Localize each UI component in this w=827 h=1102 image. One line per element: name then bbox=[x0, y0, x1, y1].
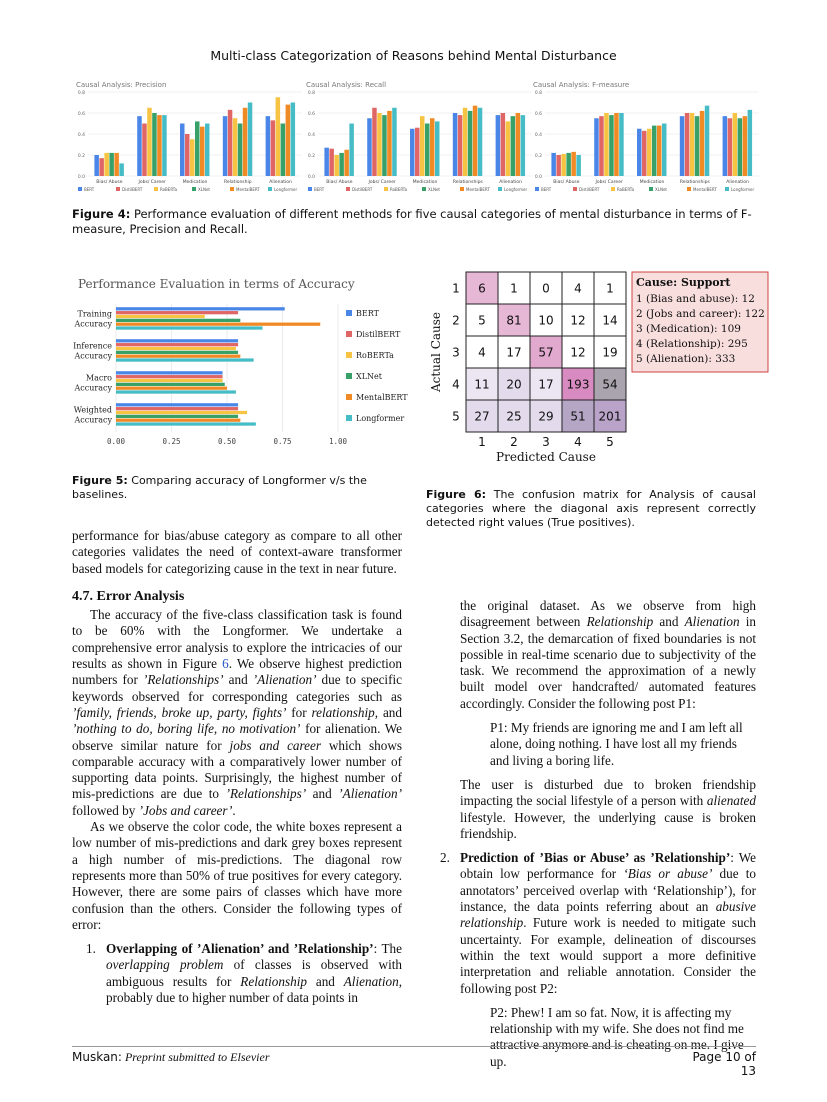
y-tick-label: 0.6 bbox=[534, 112, 542, 117]
bar-DistilBERT bbox=[556, 155, 560, 176]
legend-label: Longformer bbox=[504, 186, 528, 192]
section-title: Error Analysis bbox=[96, 588, 185, 604]
support-line: 3 (Medication): 109 bbox=[636, 323, 741, 335]
bar-Longformer bbox=[576, 155, 580, 176]
legend-label: Longformer bbox=[731, 186, 755, 192]
legend-label: BERT bbox=[314, 186, 325, 192]
precision-chart bbox=[70, 78, 310, 196]
x-tick-label: Bias/ Abuse bbox=[326, 180, 353, 185]
figure-5-text: Comparing accuracy of Longformer v/s the baselines. bbox=[72, 474, 367, 501]
bar-RoBERTa bbox=[116, 411, 247, 414]
bar-MentalBERT bbox=[116, 323, 320, 326]
y-axis-label: Actual Cause bbox=[429, 311, 443, 393]
x-tick-label: Alienation bbox=[269, 180, 292, 185]
bar-BERT bbox=[116, 403, 238, 406]
legend-label: MentalBERT bbox=[236, 186, 260, 192]
chart-title: Performance Evaluation in terms of Accuracy bbox=[78, 277, 355, 291]
legend-swatch bbox=[78, 187, 82, 191]
bar-RoBERTa bbox=[334, 155, 338, 176]
bar-BERT bbox=[116, 371, 223, 374]
right-paragraph-2: The user is disturbed due to broken friendship impacting the social lifestyle of a person with alienated lifestyle. However, the underlying cause is broken friendship. bbox=[460, 776, 756, 841]
bar-XLNet bbox=[116, 319, 240, 322]
bar-RoBERTa bbox=[690, 113, 694, 176]
legend-swatch bbox=[725, 187, 729, 191]
cell-value: 14 bbox=[602, 313, 618, 328]
bar-DistilBERT bbox=[728, 118, 732, 176]
bar-BERT bbox=[637, 129, 641, 176]
category-label: Accuracy bbox=[74, 383, 112, 393]
bar-MentalBERT bbox=[657, 126, 661, 176]
legend-label: RoBERTa bbox=[160, 186, 178, 192]
footer-venue: Preprint submitted to Elsevier bbox=[124, 1050, 270, 1064]
category-label: Accuracy bbox=[74, 351, 112, 361]
bar-DistilBERT bbox=[116, 343, 238, 346]
figure-6-label: Figure 6: bbox=[426, 488, 487, 501]
bar-BERT bbox=[551, 153, 555, 176]
bar-BERT bbox=[723, 116, 727, 176]
legend-swatch bbox=[611, 187, 615, 191]
bar-RoBERTa bbox=[420, 116, 424, 176]
legend-label: MentalBERT bbox=[466, 186, 490, 192]
x-tick-label: Medication bbox=[182, 180, 208, 185]
x-tick-label: 1.00 bbox=[328, 437, 348, 446]
legend-label: Longformer bbox=[356, 414, 405, 423]
figure-4-label: Figure 4: bbox=[72, 207, 131, 221]
y-tick-label: 0.4 bbox=[77, 133, 85, 138]
col-label: 5 bbox=[606, 435, 614, 449]
legend-swatch bbox=[346, 415, 352, 421]
bar-XLNet bbox=[281, 124, 285, 177]
x-tick-label: Medication bbox=[639, 180, 665, 185]
support-line: 4 (Relationship): 295 bbox=[636, 338, 748, 350]
bar-BERT bbox=[410, 129, 414, 176]
left-column bbox=[72, 528, 402, 1006]
bar-Longformer bbox=[162, 115, 166, 176]
row-label: 5 bbox=[452, 409, 460, 424]
cell-value: 29 bbox=[538, 409, 554, 424]
section-number: 4.7. bbox=[72, 588, 93, 604]
support-line: 1 (Bias and abuse): 12 bbox=[636, 293, 755, 305]
row-label: 3 bbox=[452, 345, 460, 360]
bar-RoBERTa bbox=[116, 347, 236, 350]
bar-MentalBERT bbox=[743, 116, 747, 176]
col-label: 1 bbox=[478, 435, 486, 449]
x-tick-label: 0.00 bbox=[106, 437, 126, 446]
cell-value: 0 bbox=[542, 281, 550, 296]
bar-DistilBERT bbox=[329, 149, 333, 176]
bar-BERT bbox=[137, 116, 141, 176]
bar-Longformer bbox=[435, 121, 439, 176]
row-label: 2 bbox=[452, 313, 460, 328]
y-tick-label: 0.4 bbox=[307, 133, 315, 138]
legend-label: XLNet bbox=[198, 186, 210, 192]
bar-BERT bbox=[594, 118, 598, 176]
bar-XLNet bbox=[109, 153, 113, 176]
legend-label: Longformer bbox=[274, 186, 298, 192]
x-tick-label: Jobs/ Career bbox=[368, 180, 396, 185]
legend-label: XLNet bbox=[356, 372, 382, 381]
cell-value: 81 bbox=[506, 313, 522, 328]
list-number-1: 1. bbox=[86, 941, 96, 957]
bar-BERT bbox=[223, 116, 227, 176]
bar-Longformer bbox=[116, 326, 263, 329]
bar-Longformer bbox=[291, 103, 295, 177]
error-analysis-paragraph-2: As we observe the color code, the white boxes represent a low number of mis-predictions and dark grey boxes represent a high number of mis-predictions. The diagonal row represents more than 50% of true positives for every category. However, there are some pairs of classes which have more confusion than the others. Consider the following types of error: bbox=[72, 819, 402, 932]
legend-label: DistilBERT bbox=[352, 186, 373, 192]
x-tick-label: Alienation bbox=[499, 180, 522, 185]
x-tick-label: Jobs/ Career bbox=[138, 180, 166, 185]
bar-BERT bbox=[324, 148, 328, 176]
cell-value: 193 bbox=[566, 377, 590, 392]
legend-swatch bbox=[346, 310, 352, 316]
legend-swatch bbox=[268, 187, 272, 191]
legend-swatch bbox=[384, 187, 388, 191]
bar-BERT bbox=[116, 339, 238, 342]
footer-rule bbox=[72, 1046, 756, 1047]
bar-DistilBERT bbox=[116, 311, 238, 314]
cell-value: 10 bbox=[538, 313, 554, 328]
bar-XLNet bbox=[116, 415, 238, 418]
category-label: Accuracy bbox=[74, 319, 112, 329]
bar-DistilBERT bbox=[99, 158, 103, 176]
y-tick-label: 0.8 bbox=[307, 91, 315, 96]
error-analysis-paragraph-1: The accuracy of the five-class classification task is found to be 60% with the Longformer. We undertake a comprehensive error analysis to explore the intricacies of our results as shown in Figure 6. We observe highest prediction numbers for ’Relationships’ and ’Alienation’ due to specific keywords observed for corresponding categories such as ’family, friends, broke up, party, fights’ for relationship, and ’nothing to do, boring life, no motivation’ for alienation. We observe similar nature for jobs and career which shows comparable accuracy with a comparatively lower number of supporting data points. Surprisingly, the highest number of mis-predictions are due to ’Relationships’ and ’Alienation’ followed by ’Jobs and career’. bbox=[72, 607, 403, 818]
bar-DistilBERT bbox=[415, 128, 419, 176]
legend-label: XLNet bbox=[428, 186, 440, 192]
bar-RoBERTa bbox=[647, 129, 651, 176]
bar-MentalBERT bbox=[114, 153, 118, 176]
confusion-matrix bbox=[424, 268, 774, 468]
legend-label: RoBERTa bbox=[356, 351, 394, 360]
bar-DistilBERT bbox=[116, 407, 238, 410]
bar-RoBERTa bbox=[190, 139, 194, 176]
y-tick-label: 0.2 bbox=[77, 154, 85, 159]
bar-DistilBERT bbox=[372, 108, 376, 176]
legend-label: MentalBERT bbox=[693, 186, 717, 192]
legend-label: BERT bbox=[356, 309, 379, 318]
bar-DistilBERT bbox=[228, 110, 232, 176]
x-tick-label: 0.75 bbox=[273, 437, 292, 446]
legend-swatch bbox=[116, 187, 120, 191]
row-label: 4 bbox=[452, 377, 460, 392]
chart-title: Causal Analysis: F-measure bbox=[533, 81, 630, 89]
footer-page-number: Page 10 of 13 bbox=[692, 1050, 756, 1078]
right-column bbox=[440, 598, 756, 1078]
legend-swatch bbox=[346, 394, 352, 400]
cell-value: 11 bbox=[474, 377, 490, 392]
bar-RoBERTa bbox=[506, 121, 510, 176]
col-label: 4 bbox=[574, 435, 582, 449]
legend-label: BERT bbox=[541, 186, 552, 192]
bar-RoBERTa bbox=[463, 108, 467, 176]
footer-author: Muskan bbox=[72, 1050, 118, 1064]
cell-value: 51 bbox=[570, 409, 586, 424]
cell-value: 17 bbox=[538, 377, 554, 392]
bar-Longformer bbox=[248, 103, 252, 177]
x-tick-label: 0.50 bbox=[217, 437, 237, 446]
legend-label: DistilBERT bbox=[356, 330, 401, 339]
bar-MentalBERT bbox=[200, 127, 204, 176]
bar-BERT bbox=[116, 307, 285, 310]
bar-MentalBERT bbox=[473, 106, 477, 176]
quote-p2: P2: Phew! I am so fat. Now, it is affecting my relationship with my wife. She does not find me attractive anymore and is cheating on me. I give up. bbox=[490, 1004, 744, 1069]
bar-BERT bbox=[94, 155, 98, 176]
bar-XLNet bbox=[511, 116, 515, 176]
col-label: 2 bbox=[510, 435, 518, 449]
support-title: Cause: Support bbox=[636, 276, 731, 289]
figure-5-caption bbox=[72, 474, 412, 502]
bar-RoBERTa bbox=[733, 113, 737, 176]
legend-label: DistilBERT bbox=[579, 186, 600, 192]
quote-p1: P1: My friends are ignoring me and I am left all alone, doing nothing. I have lost all my friends and living a boring life. bbox=[490, 720, 743, 768]
bar-RoBERTa bbox=[116, 379, 223, 382]
y-tick-label: 0.8 bbox=[534, 91, 542, 96]
accuracy-chart bbox=[68, 272, 408, 462]
cell-value: 12 bbox=[570, 345, 586, 360]
bar-XLNet bbox=[566, 153, 570, 176]
cell-value: 54 bbox=[602, 377, 618, 392]
bar-BERT bbox=[180, 124, 184, 177]
x-tick-label: Medication bbox=[412, 180, 438, 185]
bar-XLNet bbox=[116, 351, 238, 354]
legend-swatch bbox=[460, 187, 464, 191]
y-tick-label: 0.2 bbox=[307, 154, 315, 159]
y-tick-label: 0.0 bbox=[307, 175, 315, 180]
section-heading bbox=[72, 589, 402, 605]
list-number-2: 2. bbox=[440, 850, 450, 866]
right-paragraph-1: the original dataset. As we observe from high disagreement between Relationship and Alienation in Section 3.2, the demarcation of fixed boundaries is not possible in real-time scenario due to subjectivity of the task. We recommend the approximation of a newly built model over handcrafted/ automated features accordingly. Consider the following post P1: bbox=[460, 598, 756, 711]
bar-MentalBERT bbox=[116, 355, 240, 358]
figure-6-caption bbox=[426, 488, 756, 530]
bar-DistilBERT bbox=[271, 120, 275, 176]
legend-swatch bbox=[687, 187, 691, 191]
y-tick-label: 0.0 bbox=[534, 175, 542, 180]
cell-value: 17 bbox=[506, 345, 522, 360]
bar-XLNet bbox=[238, 124, 242, 177]
bar-DistilBERT bbox=[501, 113, 505, 176]
y-tick-label: 0.4 bbox=[534, 133, 542, 138]
bar-BERT bbox=[266, 116, 270, 176]
legend-swatch bbox=[422, 187, 426, 191]
legend-label: MentalBERT bbox=[356, 393, 408, 402]
row-label: 1 bbox=[452, 281, 460, 296]
bar-Longformer bbox=[478, 108, 482, 176]
x-tick-label: Jobs/ Career bbox=[595, 180, 623, 185]
x-tick-label: Relationship bbox=[223, 180, 252, 185]
y-tick-label: 0.2 bbox=[534, 154, 542, 159]
x-tick-label: Bias/ Abuse bbox=[553, 180, 580, 185]
bar-MentalBERT bbox=[700, 111, 704, 176]
bar-Longformer bbox=[116, 390, 236, 393]
category-label: Macro bbox=[85, 373, 112, 383]
bar-XLNet bbox=[116, 383, 225, 386]
cell-value: 57 bbox=[538, 345, 554, 360]
category-label: Weighted bbox=[73, 405, 112, 415]
legend-swatch bbox=[573, 187, 577, 191]
legend-label: RoBERTa bbox=[617, 186, 635, 192]
legend-swatch bbox=[308, 187, 312, 191]
x-tick-label: Relationships bbox=[679, 180, 710, 185]
y-tick-label: 0.8 bbox=[77, 91, 85, 96]
legend-label: XLNet bbox=[655, 186, 667, 192]
bar-DistilBERT bbox=[458, 115, 462, 176]
bar-MentalBERT bbox=[387, 111, 391, 176]
bar-Longformer bbox=[619, 113, 623, 176]
bar-Longformer bbox=[705, 106, 709, 176]
bar-DistilBERT bbox=[185, 134, 189, 176]
legend-swatch bbox=[346, 187, 350, 191]
cell-value: 4 bbox=[478, 345, 486, 360]
chart-title: Causal Analysis: Recall bbox=[306, 81, 387, 89]
legend-swatch bbox=[649, 187, 653, 191]
category-label: Training bbox=[77, 309, 112, 319]
y-tick-label: 0.6 bbox=[307, 112, 315, 117]
cell-value: 25 bbox=[506, 409, 522, 424]
bar-XLNet bbox=[382, 115, 386, 176]
cell-value: 12 bbox=[570, 313, 586, 328]
chart-title: Causal Analysis: Precision bbox=[76, 81, 167, 89]
y-tick-label: 0.6 bbox=[77, 112, 85, 117]
bar-MentalBERT bbox=[243, 108, 247, 176]
bar-XLNet bbox=[695, 116, 699, 176]
fmeasure-chart bbox=[527, 78, 767, 196]
bar-DistilBERT bbox=[142, 124, 146, 177]
recall-chart bbox=[300, 78, 540, 196]
figure-4-text: Performance evaluation of different methods for five causal categories of mental disturbance in terms of F-measure, Precision and Recall. bbox=[72, 207, 752, 236]
bar-Longformer bbox=[521, 115, 525, 176]
bar-Longformer bbox=[349, 124, 353, 177]
bar-Longformer bbox=[662, 124, 666, 177]
bar-MentalBERT bbox=[116, 419, 240, 422]
bar-RoBERTa bbox=[377, 113, 381, 176]
bar-RoBERTa bbox=[233, 118, 237, 176]
x-tick-label: Bias/ Abuse bbox=[96, 180, 123, 185]
list-item-1: 1. Overlapping of ’Alienation’ and ’Relationship’: The overlapping problem of classes is observed with ambiguous results for Relationship and Alienation, probably due to higher number of data points in bbox=[86, 941, 403, 1006]
bar-XLNet bbox=[339, 153, 343, 176]
bar-XLNet bbox=[152, 113, 156, 176]
cell-value: 20 bbox=[506, 377, 522, 392]
bar-MentalBERT bbox=[430, 118, 434, 176]
category-label: Accuracy bbox=[74, 415, 112, 425]
bar-Longformer bbox=[748, 110, 752, 176]
cell-value: 5 bbox=[478, 313, 486, 328]
cell-value: 27 bbox=[474, 409, 490, 424]
cell-value: 1 bbox=[510, 281, 518, 296]
bar-XLNet bbox=[652, 126, 656, 176]
x-tick-label: Relationships bbox=[452, 180, 483, 185]
intro-paragraph: performance for bias/abuse category as compare to all other categories validates the need of context-aware transformer based models for categorizing cause in the text in near future. bbox=[72, 528, 402, 576]
x-axis-label: Predicted Cause bbox=[496, 450, 596, 464]
legend-swatch bbox=[346, 331, 352, 337]
support-line: 5 (Alienation): 333 bbox=[636, 353, 736, 365]
running-header: Multi-class Categorization of Reasons behind Mental Disturbance bbox=[210, 48, 617, 63]
legend-label: RoBERTa bbox=[390, 186, 408, 192]
footer-left: Muskan: Preprint submitted to Elsevier bbox=[72, 1050, 270, 1064]
legend-swatch bbox=[346, 352, 352, 358]
bar-MentalBERT bbox=[516, 113, 520, 176]
support-line: 2 (Jobs and career): 122 bbox=[636, 308, 765, 320]
figure-4-caption bbox=[72, 207, 760, 237]
legend-label: BERT bbox=[84, 186, 95, 192]
bar-BERT bbox=[680, 116, 684, 176]
legend-swatch bbox=[346, 373, 352, 379]
list-item-2: 2. Prediction of ’Bias or Abuse’ as ’Relationship’: We obtain low performance for ‘Bias or abuse’ due to annotators’ perceived overlap with ‘Relationship’), for instance, the data points referring about an abusive relationship. Future work is needed to mitigate such uncertainty. For example, delineation of discourses within the text would support a more definitive interpretation and reliable annotation. Consider the following post P2: bbox=[440, 850, 756, 996]
cell-value: 201 bbox=[598, 409, 622, 424]
bar-XLNet bbox=[738, 118, 742, 176]
bar-RoBERTa bbox=[147, 108, 151, 176]
bar-RoBERTa bbox=[104, 153, 108, 176]
bar-MentalBERT bbox=[157, 115, 161, 176]
bar-MentalBERT bbox=[614, 113, 618, 176]
legend-swatch bbox=[230, 187, 234, 191]
y-tick-label: 0.0 bbox=[77, 175, 85, 180]
bar-Longformer bbox=[119, 163, 123, 176]
bar-XLNet bbox=[468, 111, 472, 176]
figure-5-label: Figure 5: bbox=[72, 474, 128, 487]
bar-DistilBERT bbox=[642, 131, 646, 176]
bar-RoBERTa bbox=[604, 113, 608, 176]
bar-DistilBERT bbox=[599, 116, 603, 176]
bar-BERT bbox=[367, 118, 371, 176]
bar-BERT bbox=[453, 113, 457, 176]
legend-swatch bbox=[154, 187, 158, 191]
category-label: Inference bbox=[73, 341, 112, 351]
legend-swatch bbox=[498, 187, 502, 191]
bar-BERT bbox=[496, 115, 500, 176]
bar-DistilBERT bbox=[116, 375, 223, 378]
bar-XLNet bbox=[425, 124, 429, 177]
legend-label: DistilBERT bbox=[122, 186, 143, 192]
bar-MentalBERT bbox=[344, 150, 348, 176]
bar-MentalBERT bbox=[571, 152, 575, 176]
x-tick-label: 0.25 bbox=[162, 437, 181, 446]
bar-RoBERTa bbox=[276, 97, 280, 176]
cell-value: 19 bbox=[602, 345, 618, 360]
figure-6-text: The confusion matrix for Analysis of causal categories where the diagonal axis represent correctly detected right values (True positives). bbox=[426, 488, 756, 529]
col-label: 3 bbox=[542, 435, 550, 449]
legend-swatch bbox=[192, 187, 196, 191]
cell-value: 6 bbox=[478, 281, 486, 296]
bar-XLNet bbox=[195, 121, 199, 176]
bar-Longformer bbox=[116, 422, 256, 425]
bar-Longformer bbox=[392, 108, 396, 176]
bar-RoBERTa bbox=[116, 315, 205, 318]
bar-MentalBERT bbox=[286, 105, 290, 176]
bar-Longformer bbox=[116, 358, 254, 361]
bar-MentalBERT bbox=[116, 387, 227, 390]
bar-DistilBERT bbox=[685, 113, 689, 176]
bar-Longformer bbox=[205, 124, 209, 177]
x-tick-label: Alienation bbox=[726, 180, 749, 185]
bar-RoBERTa bbox=[561, 154, 565, 176]
cell-value: 4 bbox=[574, 281, 582, 296]
legend-swatch bbox=[535, 187, 539, 191]
cell-value: 1 bbox=[606, 281, 614, 296]
bar-XLNet bbox=[609, 115, 613, 176]
figure-6-link[interactable]: 6 bbox=[222, 656, 229, 672]
